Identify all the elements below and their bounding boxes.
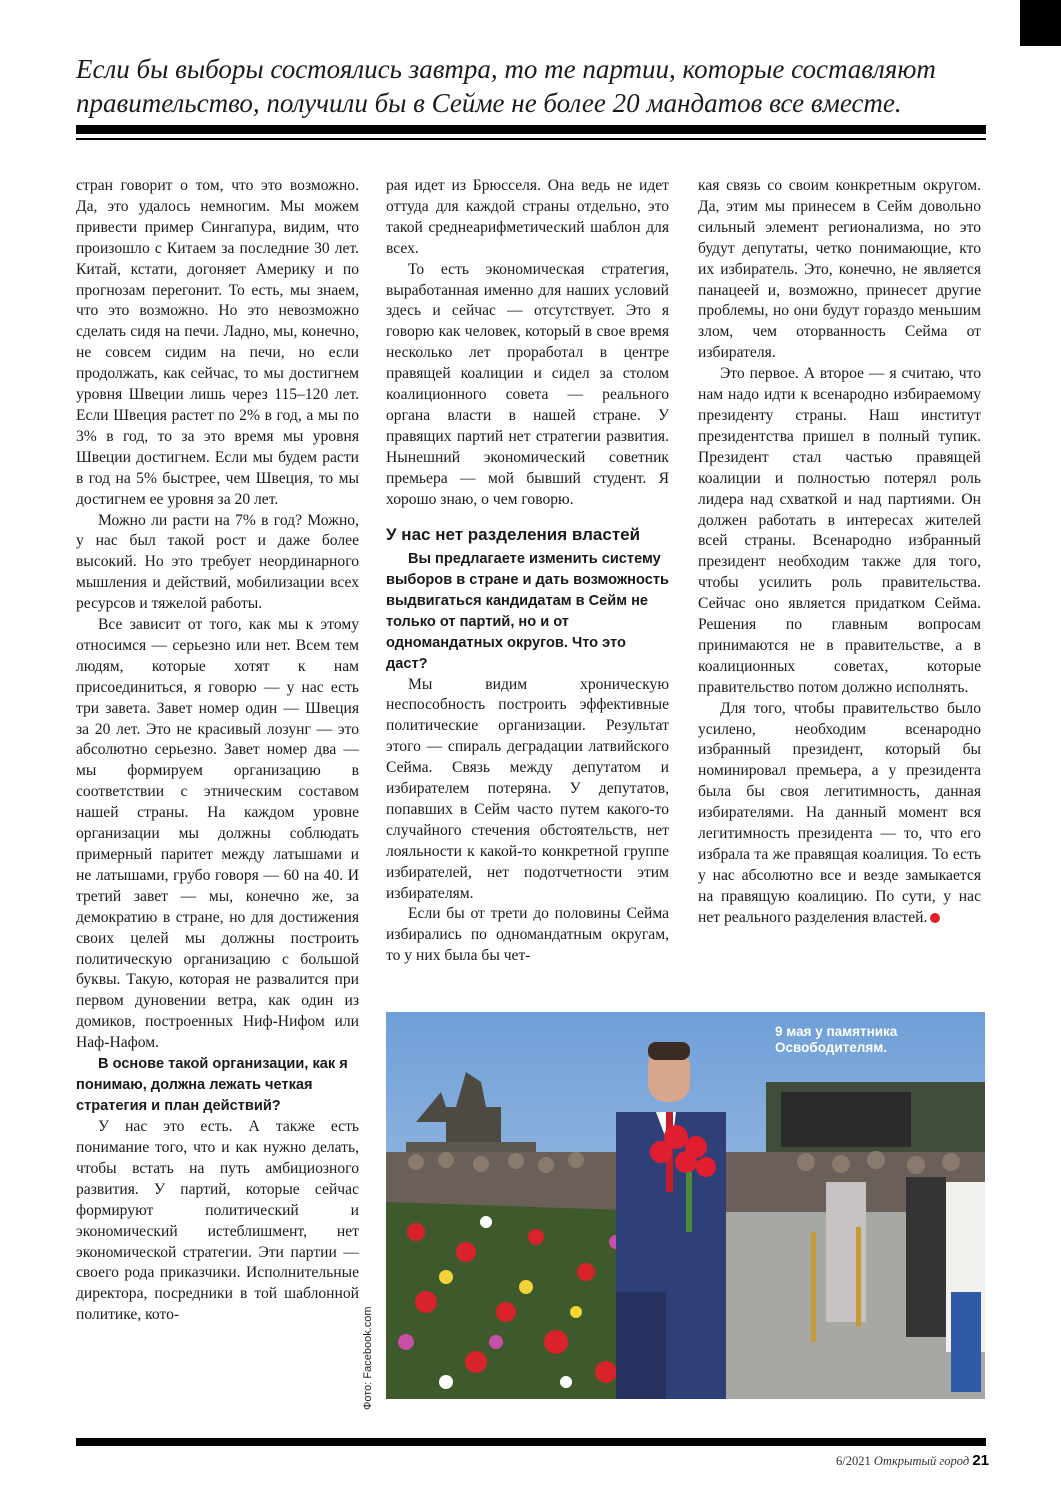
magazine-name: Открытый город bbox=[873, 1454, 970, 1468]
interview-question: В основе такой организации, как я понимаю, должна лежать четкая стратегия и план действий? bbox=[76, 1056, 348, 1115]
end-of-article-icon bbox=[930, 913, 940, 923]
paragraph: То есть экономическая стратегия, выработанная именно для наших условий здесь и сейчас — отсутствует. Это я говорю как человек, который в свое время несколько лет проработал в центре правящей коалиции и сидел за столом коалиционного совета — реального органа власти в нашей стране. У правящих партий нет стратегии развития. Нынешний экономический советник премьера — мой бывший студент. Я хорошо знаю, о чем говорю. bbox=[386, 260, 669, 508]
article-photo bbox=[386, 1012, 985, 1399]
paragraph: кая связь со своим конкретным округом. Да, этим мы принесем в Сейм довольно сильный элемент регионализма, но это будут депутаты, четко понимающие, кто их избиратель. Это, конечно, не является панацеей и, возможно, принесет другие проблемы, но они будут гораздо меньшим злом, чем оторванность Сейма от избирателя. bbox=[698, 177, 981, 362]
column-1 bbox=[76, 176, 359, 1326]
paragraph: стран говорит о том, что это возможно. Да, это удалось немногим. Мы можем привести пример Сингапура, видим, что произошло с Китаем за последние 30 лет. Китай, кстати, догоняет Америку и по прогнозам перегонит. То есть, мы знаем, что это возможно. Но это невозможно сделать сидя на печи. Ладно, мы, конечно, не совсем сидим на печи, но если продолжать, как сейчас, то мы достигнем уровня Швеции лишь через 115–120 лет. Если Швеция растет по 2% в год, а мы по 3% в год, то за это время мы уровня Швеции достигнем. Если мы будем расти в год на 5% быстрее, чем Швеция, то мы достигнем ее уровня за 20 лет. bbox=[76, 177, 359, 508]
footer-rule bbox=[76, 1438, 986, 1446]
interview-question: Вы предлагаете изменить систему выборов в стране и дать возможность выдвигаться кандидатам в Сейм не только от партий, но и от одномандатных округов. Что это даст? bbox=[386, 550, 669, 672]
paragraph-final bbox=[698, 699, 981, 929]
issue-number: 6/2021 bbox=[836, 1454, 871, 1468]
paragraph: Это первое. А второе — я считаю, что нам надо идти к всенародно избираемому президенту страны. Наш институт президентства пришел в полный тупик. Президент стал частью правящей коалиции и полностью потерял роль лидера над схваткой и над партиями. Он должен работать в интересах жителей всей страны. Всенародно избранный президент необходим также для того, чтобы усилить роль правительства. Сейчас оно является придатком Сейма. Решения по главным вопросам принимаются не в правительстве, а в коалиционных советах, которые правительство потом должно исполнять. bbox=[698, 365, 981, 696]
pull-quote: Если бы выборы состоялись завтра, то те партии, которые составляют правительство, получили бы в Сейме не более 20 мандатов все вместе. bbox=[76, 54, 936, 118]
page-number: 21 bbox=[972, 1452, 989, 1469]
column-3 bbox=[698, 176, 981, 929]
paragraph: рая идет из Брюсселя. Она ведь не идет оттуда для каждой страны отдельно, это такой среднеарифметический шаблон для всех. bbox=[386, 177, 669, 257]
paragraph: Если бы от трети до половины Сейма избирались по одномандатным округам, то у них была бы чет- bbox=[386, 905, 669, 965]
corner-bar bbox=[1020, 0, 1061, 46]
section-subheading: У нас нет разделения властей bbox=[386, 524, 641, 544]
photo-credit: Фото: Facebook.com bbox=[362, 1306, 374, 1410]
header-rule-thin bbox=[76, 138, 986, 140]
photo-illustration bbox=[386, 1012, 985, 1399]
paragraph: Мы видим хроническую неспособность построить эффективные политические организации. Результат этого — спираль деградации латвийского Сейма. Связь между депутатом и избирателем потеряна. У депутатов, попавших в Сейм часто путем какого-то случайного стечения обстоятельств, нет лояльности к какой-то конкретной группе избирателей, нет подотчетности этим избирателям. bbox=[386, 675, 669, 902]
header-rule-thick bbox=[76, 125, 986, 134]
paragraph: Все зависит от того, как мы к этому относимся — серьезно или нет. Всем тем людям, которые хотят к нам присоединиться, я говорю — у нас есть три завета. Завет номер один — Швеция за 20 лет. Это не красивый лозунг — это абсолютно серьезно. Завет номер два — мы формируем организацию в соответствии с этническим составом нашей страны. На каждом уровне организации мы должны соблюдать примерный паритет между латышами и не латышами, грубо говоря — 60 на 40. И третий завет — мы, конечно же, за демократию в стране, но для достижения своих целей мы должны построить политическую организацию с большой буквы. Такую, которая не развалится при первом дуновении ветра, как один из домиков, построенных Ниф-Нифом или Наф-Нафом. bbox=[76, 616, 359, 1052]
paragraph-text: Для того, чтобы правительство было усилено, необходим всенародно избранный президент, который бы номинировал премьера, а у президента была бы своя легитимность, данная избирателями. На данный момент вся легитимность президента — то, что его избрала та же правящая коалиция. То есть у нас абсолютно все и везде замыкается на правящую коалицию. По сути, у нас нет реального разделения властей. bbox=[698, 699, 981, 926]
photo-caption: 9 мая у памятника Освободителям. bbox=[775, 1024, 898, 1055]
paragraph: Можно ли расти на 7% в год? Можно, у нас был такой рост и даже более высокий. Но это требует неординарного мышления и действий, мобилизации всех ресурсов и тяжелой работы. bbox=[76, 511, 359, 613]
page-footer bbox=[836, 1452, 989, 1469]
paragraph: У нас это есть. А также есть понимание того, что и как нужно делать, чтобы встать на путь амбициозного развития. У партий, которые сейчас формируют политический и экономический истеблишмент, нет экономической стратегии. Эти партии — своего рода приказчики. Исполнительные директора, посредники в той шаблонной политике, кото- bbox=[76, 1118, 359, 1324]
column-2 bbox=[386, 176, 669, 967]
